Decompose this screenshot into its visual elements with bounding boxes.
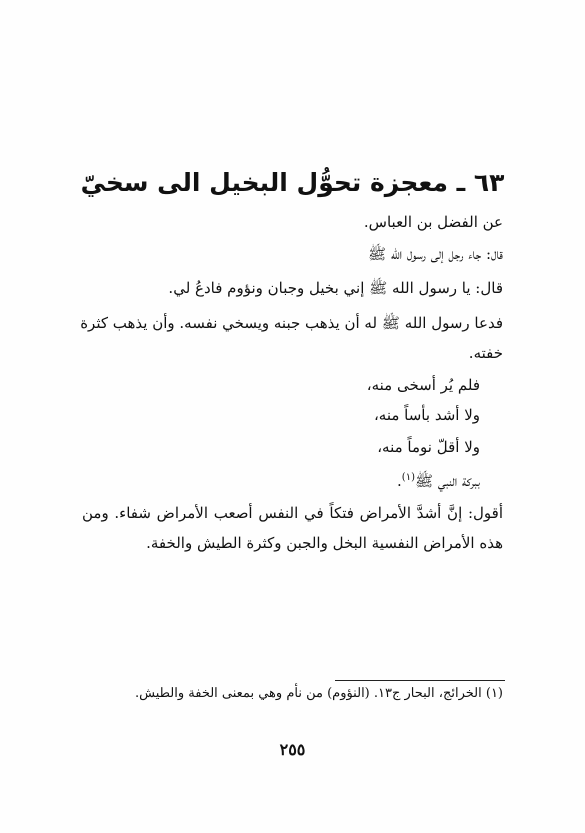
verse-line-1: فلم يُر أسخى منه، bbox=[366, 376, 480, 394]
verse-line-2: ولا أشد بأساً منه، bbox=[373, 406, 480, 424]
hadith-line-4: خفته. bbox=[468, 344, 503, 362]
commentary-line-2: هذه الأمراض النفسية البخل والجبن وكثرة الطيش والخفة. bbox=[146, 534, 503, 552]
commentary-line-1: أقول: إنَّ أشدَّ الأمراض فتكاً في النفس أصعب الأمراض شفاء. ومن bbox=[82, 504, 503, 522]
verse-line-4-end: . bbox=[397, 472, 402, 490]
verse-line-3: ولا أقلّ نوماً منه، bbox=[377, 438, 480, 456]
verse-line-4 bbox=[82, 466, 480, 493]
narrator-line: عن الفضل بن العباس. bbox=[363, 213, 503, 231]
footnote: (١) الخرائج، البحار ج١٣. (النؤوم) من نأم وهي بمعنى الخفة والطيش. bbox=[135, 686, 503, 701]
footnote-divider bbox=[335, 680, 505, 681]
hadith-line-3: فدعا رسول الله ﷺ له أن يذهب جبنه ويسخي نفسه. وأن يذهب كثرة bbox=[80, 314, 503, 332]
footnote-ref: (١) bbox=[401, 472, 415, 483]
chapter-title: ٦٣ ـ معجزة تحوُّل البخيل الى سخيّ bbox=[80, 168, 505, 197]
hadith-line-2: قال: يا رسول الله ﷺ إني بخيل وجبان ونؤوم فادعُ لي. bbox=[168, 279, 503, 297]
page-number: ٢٥٥ bbox=[279, 740, 306, 759]
hadith-line-1: قال: جاء رجل إلى رسول الله ﷺ bbox=[368, 245, 503, 263]
verse-line-4-text: ببركة النبي ﷺ bbox=[414, 472, 480, 490]
